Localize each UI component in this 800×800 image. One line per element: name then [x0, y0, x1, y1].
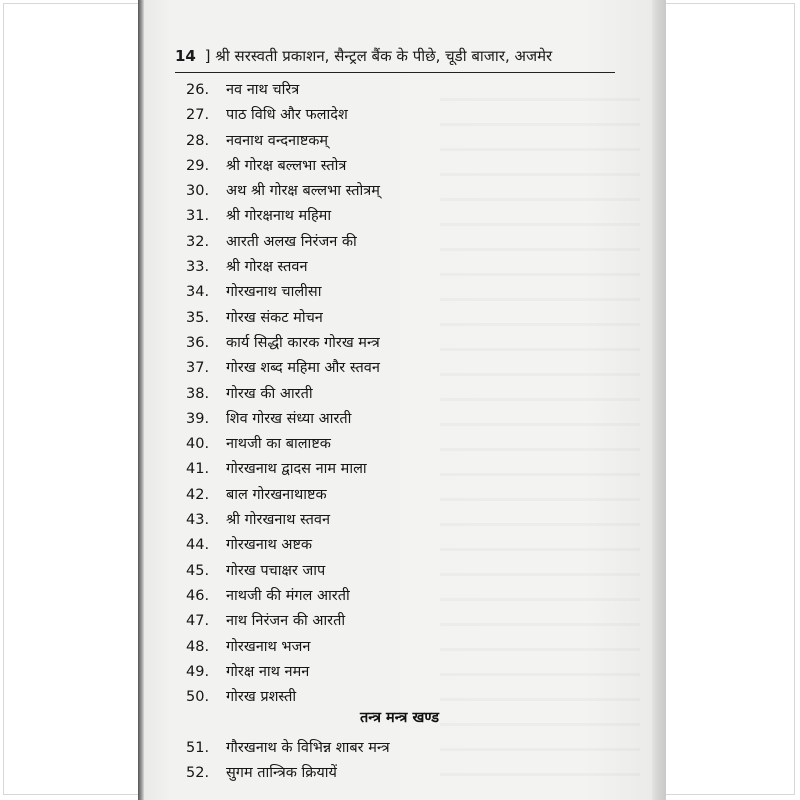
contents-item	[186, 483, 486, 508]
contents-item	[186, 382, 486, 407]
contents-list-section	[186, 736, 486, 787]
item-title: नाथजी की मंगल आरती	[226, 587, 350, 604]
item-number: 36.	[186, 334, 210, 351]
item-number: 41.	[186, 461, 210, 478]
contents-item	[186, 306, 486, 331]
contents-item	[186, 432, 486, 457]
item-title: पाठ विधि और फलादेश	[226, 107, 348, 124]
item-number: 50.	[186, 689, 210, 706]
item-number: 40.	[186, 436, 210, 453]
contents-item	[186, 533, 486, 558]
page-header	[175, 44, 615, 73]
item-number: 33.	[186, 259, 210, 276]
book-spine	[138, 0, 144, 800]
contents-item	[186, 280, 486, 305]
item-number: 43.	[186, 512, 210, 529]
contents-item	[186, 457, 486, 482]
contents-item	[186, 230, 486, 255]
contents-item	[186, 736, 486, 761]
item-title: नवनाथ वन्दनाष्टकम्	[226, 132, 329, 149]
contents-item	[186, 255, 486, 280]
contents-item	[186, 356, 486, 381]
item-title: सुगम तान्त्रिक क्रियायें	[226, 765, 337, 782]
item-title: गोरख पचाक्षर जाप	[226, 562, 326, 579]
item-number: 38.	[186, 385, 210, 402]
item-title: गोरख प्रशस्ती	[226, 689, 297, 706]
item-number: 27.	[186, 107, 210, 124]
item-title: गोरक्ष नाथ नमन	[226, 663, 310, 680]
item-number: 31.	[186, 208, 210, 225]
item-title: आरती अलख निरंजन की	[226, 233, 357, 250]
contents-item	[186, 154, 486, 179]
item-title: गोरखनाथ अष्टक	[226, 537, 313, 554]
item-number: 37.	[186, 360, 210, 377]
item-title: गोरखनाथ भजन	[226, 638, 311, 655]
item-title: गोरखनाथ द्वादस नाम माला	[226, 461, 367, 478]
contents-item	[186, 78, 486, 103]
item-title: नव नाथ चरित्र	[226, 82, 300, 98]
contents-item	[186, 685, 486, 710]
item-number: 26.	[186, 82, 210, 98]
item-number: 30.	[186, 183, 210, 200]
contents-item	[186, 204, 486, 229]
contents-list	[186, 78, 486, 710]
item-title: गोरखनाथ चालीसा	[226, 284, 322, 301]
item-title: श्री गोरक्षनाथ महिमा	[226, 208, 332, 225]
page-number: 14	[175, 47, 196, 65]
item-number: 35.	[186, 309, 210, 326]
contents-item	[186, 331, 486, 356]
item-number: 48.	[186, 638, 210, 655]
item-number: 47.	[186, 613, 210, 630]
contents-item	[186, 508, 486, 533]
item-number: 29.	[186, 157, 210, 174]
contents-item	[186, 103, 486, 128]
contents-item	[186, 761, 486, 786]
contents-item	[186, 559, 486, 584]
item-title: नाथजी का बालाष्टक	[226, 436, 331, 453]
contents-item	[186, 179, 486, 204]
item-number: 44.	[186, 537, 210, 554]
contents-item	[186, 660, 486, 685]
item-title: गोरख संकट मोचन	[226, 309, 323, 326]
item-number: 49.	[186, 663, 210, 680]
page-edge	[652, 0, 666, 800]
section-title: तन्त्र मन्त्र खण्ड	[360, 710, 439, 726]
contents-item	[186, 407, 486, 432]
item-title: श्री गोरक्ष बल्लभा स्तोत्र	[226, 157, 347, 174]
item-number: 46.	[186, 587, 210, 604]
item-title: कार्य सिद्धी कारक गोरख मन्त्र	[226, 334, 380, 351]
item-number: 52.	[186, 765, 210, 782]
item-title: अथ श्री गोरक्ष बल्लभा स्तोत्रम्	[226, 183, 380, 200]
item-number: 34.	[186, 284, 210, 301]
item-number: 32.	[186, 233, 210, 250]
item-title: गोरख की आरती	[226, 385, 313, 402]
contents-item	[186, 129, 486, 154]
item-number: 45.	[186, 562, 210, 579]
publisher-line: ] श्री सरस्वती प्रकाशन, सैन्ट्रल बैंक के पीछे, चूडी बाजार, अजमेर	[204, 47, 553, 65]
item-title: श्री गोरक्ष स्तवन	[226, 259, 308, 276]
item-number: 42.	[186, 486, 210, 503]
contents-item	[186, 584, 486, 609]
item-title: गौरखनाथ के विभिन्न शाबर मन्त्र	[226, 740, 390, 756]
contents-item	[186, 609, 486, 634]
item-title: गोरख शब्द महिमा और स्तवन	[226, 360, 380, 377]
item-title: श्री गोरखनाथ स्तवन	[226, 512, 331, 529]
item-number: 39.	[186, 410, 210, 427]
contents-item	[186, 635, 486, 660]
item-title: बाल गोरखनाथाष्टक	[226, 486, 327, 503]
item-title: शिव गोरख संध्या आरती	[226, 410, 352, 427]
item-number: 51.	[186, 740, 210, 756]
item-title: नाथ निरंजन की आरती	[226, 613, 346, 630]
item-number: 28.	[186, 132, 210, 149]
